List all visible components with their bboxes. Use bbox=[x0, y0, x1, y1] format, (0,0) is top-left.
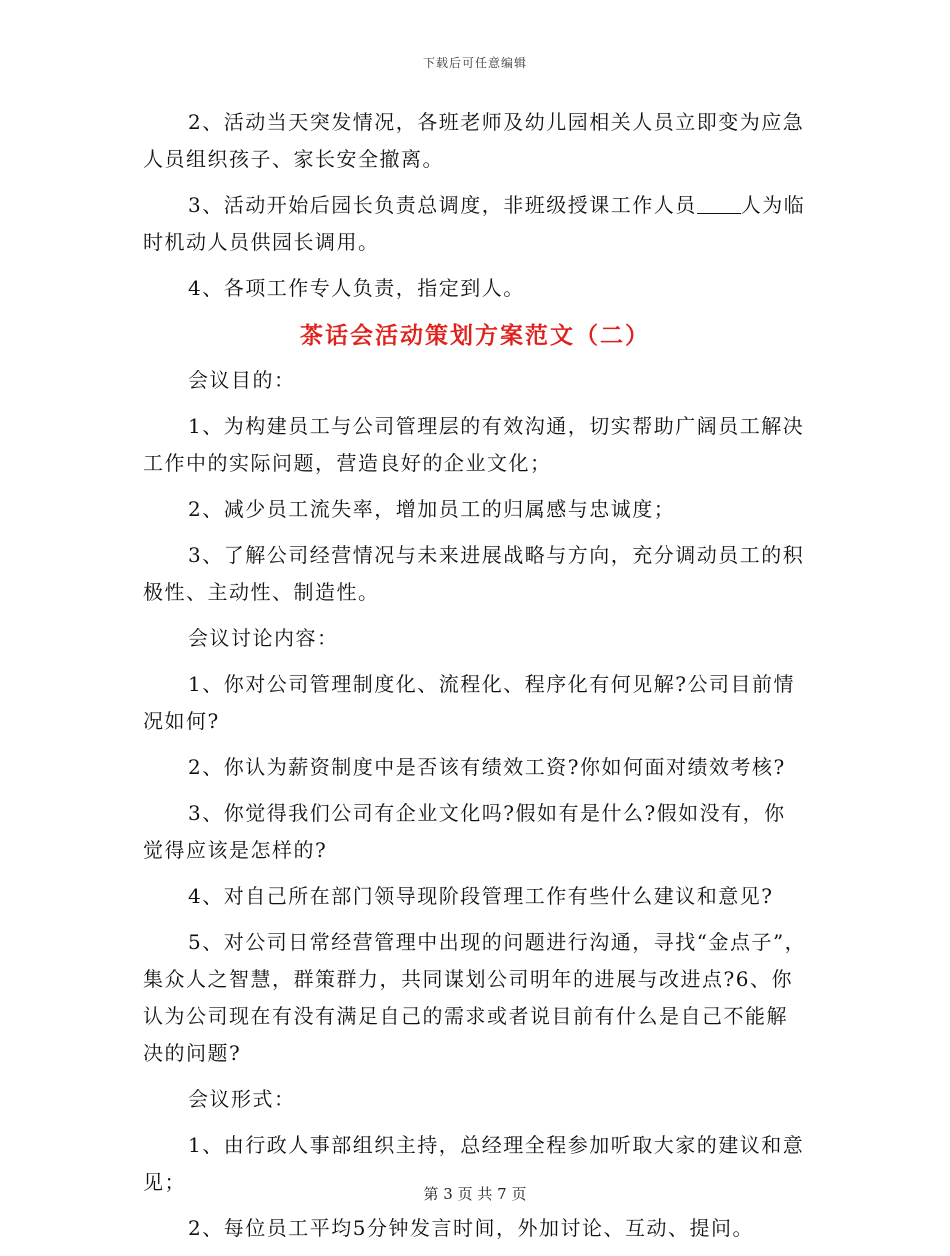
discussion-item: 3、你觉得我们公司有企业文化吗?假如有是什么?假如没有，你觉得应该是怎样的? bbox=[143, 801, 786, 862]
discussion-item: 4、对自己所在部门领导现阶段管理工作有些什么建议和意见? bbox=[188, 884, 774, 908]
discussion-item: 2、你认为薪资制度中是否该有绩效工资?你如何面对绩效考核? bbox=[188, 755, 786, 779]
page-header-note: 下载后可任意编辑 bbox=[422, 56, 527, 70]
document-body bbox=[143, 104, 807, 1256]
paragraph-item-3 bbox=[143, 187, 807, 261]
form-item: 1、由行政人事部组织主持，总经理全程参加听取大家的建议和意见； bbox=[143, 1133, 805, 1194]
paragraph-item-4: 4、各项工作专人负责，指定到人。 bbox=[188, 276, 525, 300]
paragraph-item-2: 2、活动当天突发情况，各班老师及幼儿园相关人员立即变为应急人员组织孩子、家长安全撤离。 bbox=[143, 110, 805, 171]
paragraph-item-3-start: 3、活动开始后园长负责总调度，非班级授课工作人员 bbox=[188, 193, 697, 217]
form-heading: 会议形式： bbox=[188, 1087, 296, 1111]
page-indicator: 第 3 页 共 7 页 bbox=[423, 1185, 527, 1203]
discussion-item: 1、你对公司管理制度化、流程化、程序化有何见解?公司目前情况如何? bbox=[143, 672, 795, 733]
discussion-item: 5、对公司日常经营管理中出现的问题进行沟通，寻找“金点子”，集众人之智慧，群策群力，共同谋划公司明年的进展与改进点?6、你认为公司现在有没有满足自己的需求或者说目前有什么是自己不能解决的问题? bbox=[143, 930, 807, 1065]
purpose-item: 3、了解公司经营情况与未来进展战略与方向，充分调动员工的积极性、主动性、制造性。 bbox=[143, 543, 805, 604]
discussion-heading: 会议讨论内容： bbox=[188, 626, 339, 650]
paragraph-item-3-end: 人为临时机动人员供园长调用。 bbox=[143, 193, 806, 254]
form-item: 2、每位员工平均5分钟发言时间，外加讨论、互动、提问。 bbox=[188, 1216, 754, 1240]
purpose-item: 1、为构建员工与公司管理层的有效沟通，切实帮助广阔员工解决工作中的实际问题，营造良好的企业文化； bbox=[143, 414, 805, 475]
purpose-item: 2、减少员工流失率，增加员工的归属感与忠诚度； bbox=[188, 497, 676, 521]
section-title: 茶话会活动策划方案范文（二） bbox=[300, 322, 650, 349]
fill-in-blank bbox=[697, 193, 741, 214]
purpose-heading: 会议目的： bbox=[188, 368, 296, 392]
